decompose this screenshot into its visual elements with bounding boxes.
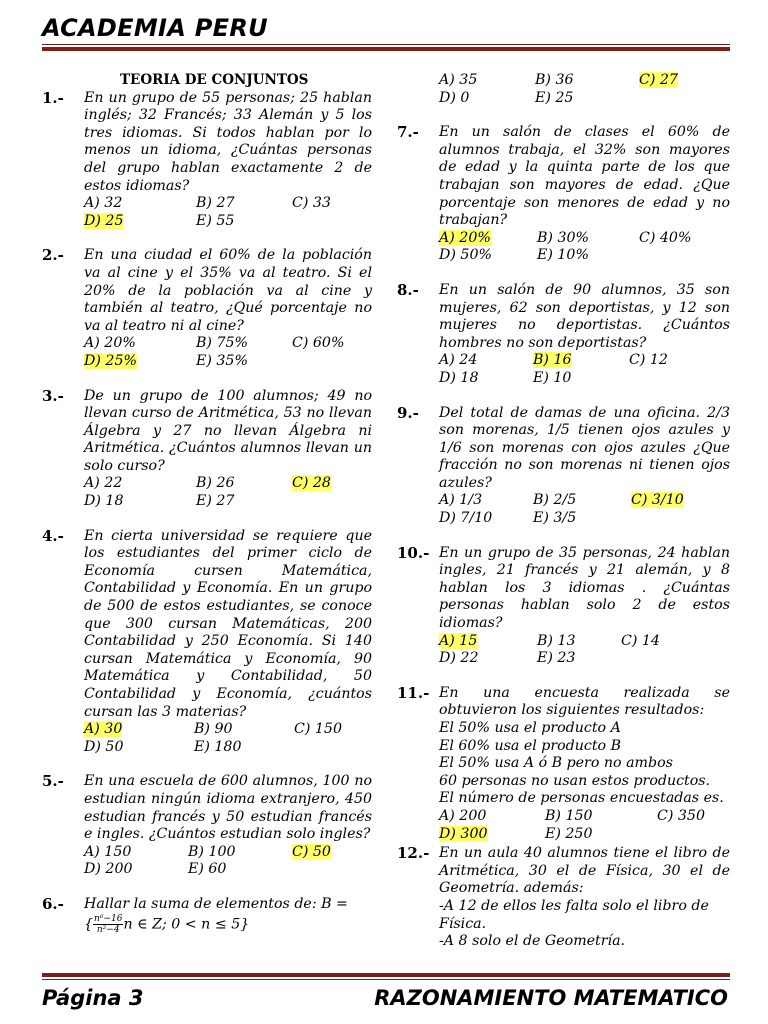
- question-number: 8.-: [397, 280, 419, 299]
- option: C) 12: [629, 352, 668, 369]
- question-stem: En una escuela de 600 alumnos, 100 no estudian ningún idioma extranjero, 450 estudian francés y 50 estudian francés e ingles. ¿Cuántos estudian solo ingles?: [84, 773, 372, 843]
- option: D) 18: [439, 369, 479, 386]
- option: E) 35%: [196, 352, 248, 369]
- option: B) 13: [537, 632, 576, 649]
- question-number: 2.-: [42, 246, 64, 265]
- question-stem: En un salón de 90 alumnos, 35 son mujeres, 62 son deportistas, y 12 son mujeres no deportistas. ¿Cuántos hombres no son deportistas?: [439, 281, 730, 351]
- survey-line: El 60% usa el producto B: [439, 737, 622, 754]
- answer-option: A) 15: [439, 632, 478, 649]
- option: A) 1/3: [439, 492, 483, 509]
- stem-brace: {: [84, 916, 94, 933]
- option: D) 22: [439, 650, 479, 667]
- option: A) 32: [84, 195, 123, 212]
- survey-line: El 50% usa el producto A: [439, 720, 621, 736]
- stem-text: Hallar la suma de elementos de: B =: [84, 895, 348, 912]
- survey-line: 60 personas no usan estos productos.: [439, 772, 711, 789]
- option: B) 90: [194, 721, 233, 738]
- option: C) 350: [657, 807, 705, 824]
- question-12: [397, 845, 730, 951]
- option: B) 150: [545, 807, 593, 824]
- section-title: TEORIA DE CONJUNTOS: [120, 72, 309, 88]
- left-column: [42, 72, 372, 952]
- option: B) 26: [196, 475, 235, 492]
- question-stem: En un grupo de 55 personas; 25 hablan inglés; 32 Francés; 33 Alemán y 5 los tres idiomas. Si todos hablan por lo menos un idioma, ¿Cuántas personas del grupo hablan exactamente 2 de estos idiomas?: [84, 89, 372, 194]
- option: E) 23: [537, 650, 576, 667]
- question-stem: En cierta universidad se requiere que los estudiantes del primer ciclo de Economía cursen Matemática, Contabilidad y Economía. En un grupo de 500 de estos estudiantes, se conoce que 300 cursan Matemáticas, 200 Contabilidad y 250 Economía. Si 140 cursan Matemática y Economía, 90 Matemática y Contabilidad, 50 Contabilidad y Economía, ¿cuántos cursan las 3 materias?: [84, 527, 372, 720]
- question-stem: Del total de damas de una oficina. 2/3 son morenas, 1/5 tienen ojos azules y 1/6 son morenas con ojos azules ¿Que fracción no son morenas ni tienen ojos azules?: [439, 404, 730, 491]
- option: C) 60%: [292, 335, 345, 352]
- option: B) 30%: [537, 229, 590, 246]
- option: B) 75%: [196, 335, 249, 352]
- option: E) 250: [545, 825, 593, 842]
- question-10: [397, 545, 730, 668]
- answer-option: C) 50: [292, 843, 331, 860]
- option: B) 100: [188, 843, 236, 860]
- question-number: 4.-: [42, 526, 64, 545]
- answer-option: D) 300: [439, 825, 488, 842]
- question-1: [42, 90, 372, 231]
- option: D) 18: [84, 493, 124, 510]
- question-8: [397, 282, 730, 388]
- question-stem: [84, 896, 372, 935]
- question-number: 1.-: [42, 88, 64, 107]
- option: D) 50%: [439, 247, 492, 264]
- option: C) 14: [621, 632, 660, 649]
- stem-condition: n ∈ Z; 0 < n ≤ 5}: [123, 916, 250, 933]
- question-stem: En un grupo de 35 personas, 24 hablan ingles, 21 francés y 21 alemán, y 8 hablan los 3 idiomas . ¿Cuántas personas hablan solo 2 de estos idiomas?: [439, 544, 730, 632]
- option: D) 0: [439, 89, 470, 106]
- question-number: 6.-: [42, 894, 64, 913]
- option: E) 3/5: [533, 510, 577, 527]
- option: D) 7/10: [439, 510, 493, 527]
- answer-option: C) 28: [292, 475, 331, 492]
- option: D) 50: [84, 738, 124, 755]
- question-stem: En un salón de clases el 60% de alumnos trabaja, el 32% son mayores de edad y la quinta parte de los que trabajan son mayores de edad. ¿Que porcentaje son menores de edad y no trabajan?: [439, 124, 730, 229]
- option: A) 22: [84, 475, 123, 492]
- answer-option: C) 3/10: [631, 492, 684, 509]
- fraction: [93, 914, 123, 935]
- fraction-denominator: n²−4: [96, 924, 120, 935]
- question-number: 3.-: [42, 386, 64, 405]
- question-number: 11.-: [397, 683, 430, 702]
- answer-option: A) 20%: [439, 229, 491, 246]
- answer-option: A) 30: [84, 721, 123, 738]
- option: C) 33: [292, 195, 331, 212]
- option: B) 2/5: [533, 492, 577, 509]
- question-stem: En una ciudad el 60% de la población va al cine y el 35% va al teatro. Si el 20% de la población va al cine y también al teatro, ¿Qué porcentaje no va al teatro ni al cine?: [84, 247, 372, 334]
- option: A) 200: [439, 807, 487, 824]
- page-header-title: ACADEMIA PERU: [42, 14, 268, 42]
- condition-line: -A 8 solo el de Geometría.: [439, 933, 626, 950]
- survey-line: El 50% usa A ó B pero no ambos: [439, 755, 673, 772]
- header-rule: [42, 44, 730, 51]
- question-7: [397, 124, 730, 265]
- question-2: [42, 247, 372, 370]
- option: E) 55: [196, 212, 235, 229]
- option: E) 60: [188, 861, 227, 878]
- answer-option: C) 27: [639, 72, 678, 88]
- question-number: 10.-: [397, 543, 430, 562]
- option: C) 40%: [639, 229, 692, 246]
- question-stem: De un grupo de 100 alumnos; 49 no llevan curso de Aritmética, 53 no llevan Álgebra y 27 no llevan Álgebra ni Aritmética. ¿Cuántos alumnos llevan un solo curso?: [84, 387, 372, 474]
- answer-option: B) 16: [533, 352, 572, 369]
- page-number: Página 3: [42, 986, 144, 1010]
- question-11: [397, 685, 730, 843]
- option: A) 20%: [84, 335, 136, 352]
- question-stem: En un aula 40 alumnos tiene el libro de Aritmética, 30 el de Física, 30 el de Geometría. además:: [439, 845, 730, 897]
- question-3: [42, 388, 372, 511]
- question-number: 9.-: [397, 403, 419, 422]
- option: E) 180: [194, 738, 242, 755]
- question-5: [42, 773, 372, 879]
- answer-option: D) 25: [84, 212, 124, 229]
- survey-line: El número de personas encuestadas es.: [439, 790, 724, 807]
- question-number: 7.-: [397, 123, 419, 142]
- option: E) 25: [535, 89, 574, 106]
- option: E) 27: [196, 493, 235, 510]
- option: A) 24: [439, 352, 478, 369]
- option: B) 36: [535, 72, 574, 88]
- answer-option: D) 25%: [84, 352, 137, 369]
- question-number: 5.-: [42, 772, 64, 791]
- footer-subject: RAZONAMIENTO MATEMATICO: [374, 986, 728, 1010]
- option: C) 150: [294, 721, 342, 738]
- option: A) 35: [439, 72, 478, 88]
- question-9: [397, 405, 730, 528]
- option: E) 10%: [537, 247, 589, 264]
- question-stem: En una encuesta realizada se obtuvieron los siguientes resultados:: [439, 684, 730, 719]
- question-6-options: [397, 72, 730, 107]
- option: D) 200: [84, 861, 133, 878]
- question-4: [42, 528, 372, 757]
- option: A) 150: [84, 843, 132, 860]
- right-column: [397, 72, 730, 951]
- condition-line: -A 12 de ellos les falta solo el libro de Física.: [439, 897, 709, 932]
- option: B) 27: [196, 195, 235, 212]
- option: E) 10: [533, 369, 572, 386]
- question-number: 12.-: [397, 844, 430, 863]
- question-6: [42, 896, 372, 935]
- fraction-numerator: n⁶−16: [94, 913, 123, 924]
- footer-rule: [42, 973, 730, 980]
